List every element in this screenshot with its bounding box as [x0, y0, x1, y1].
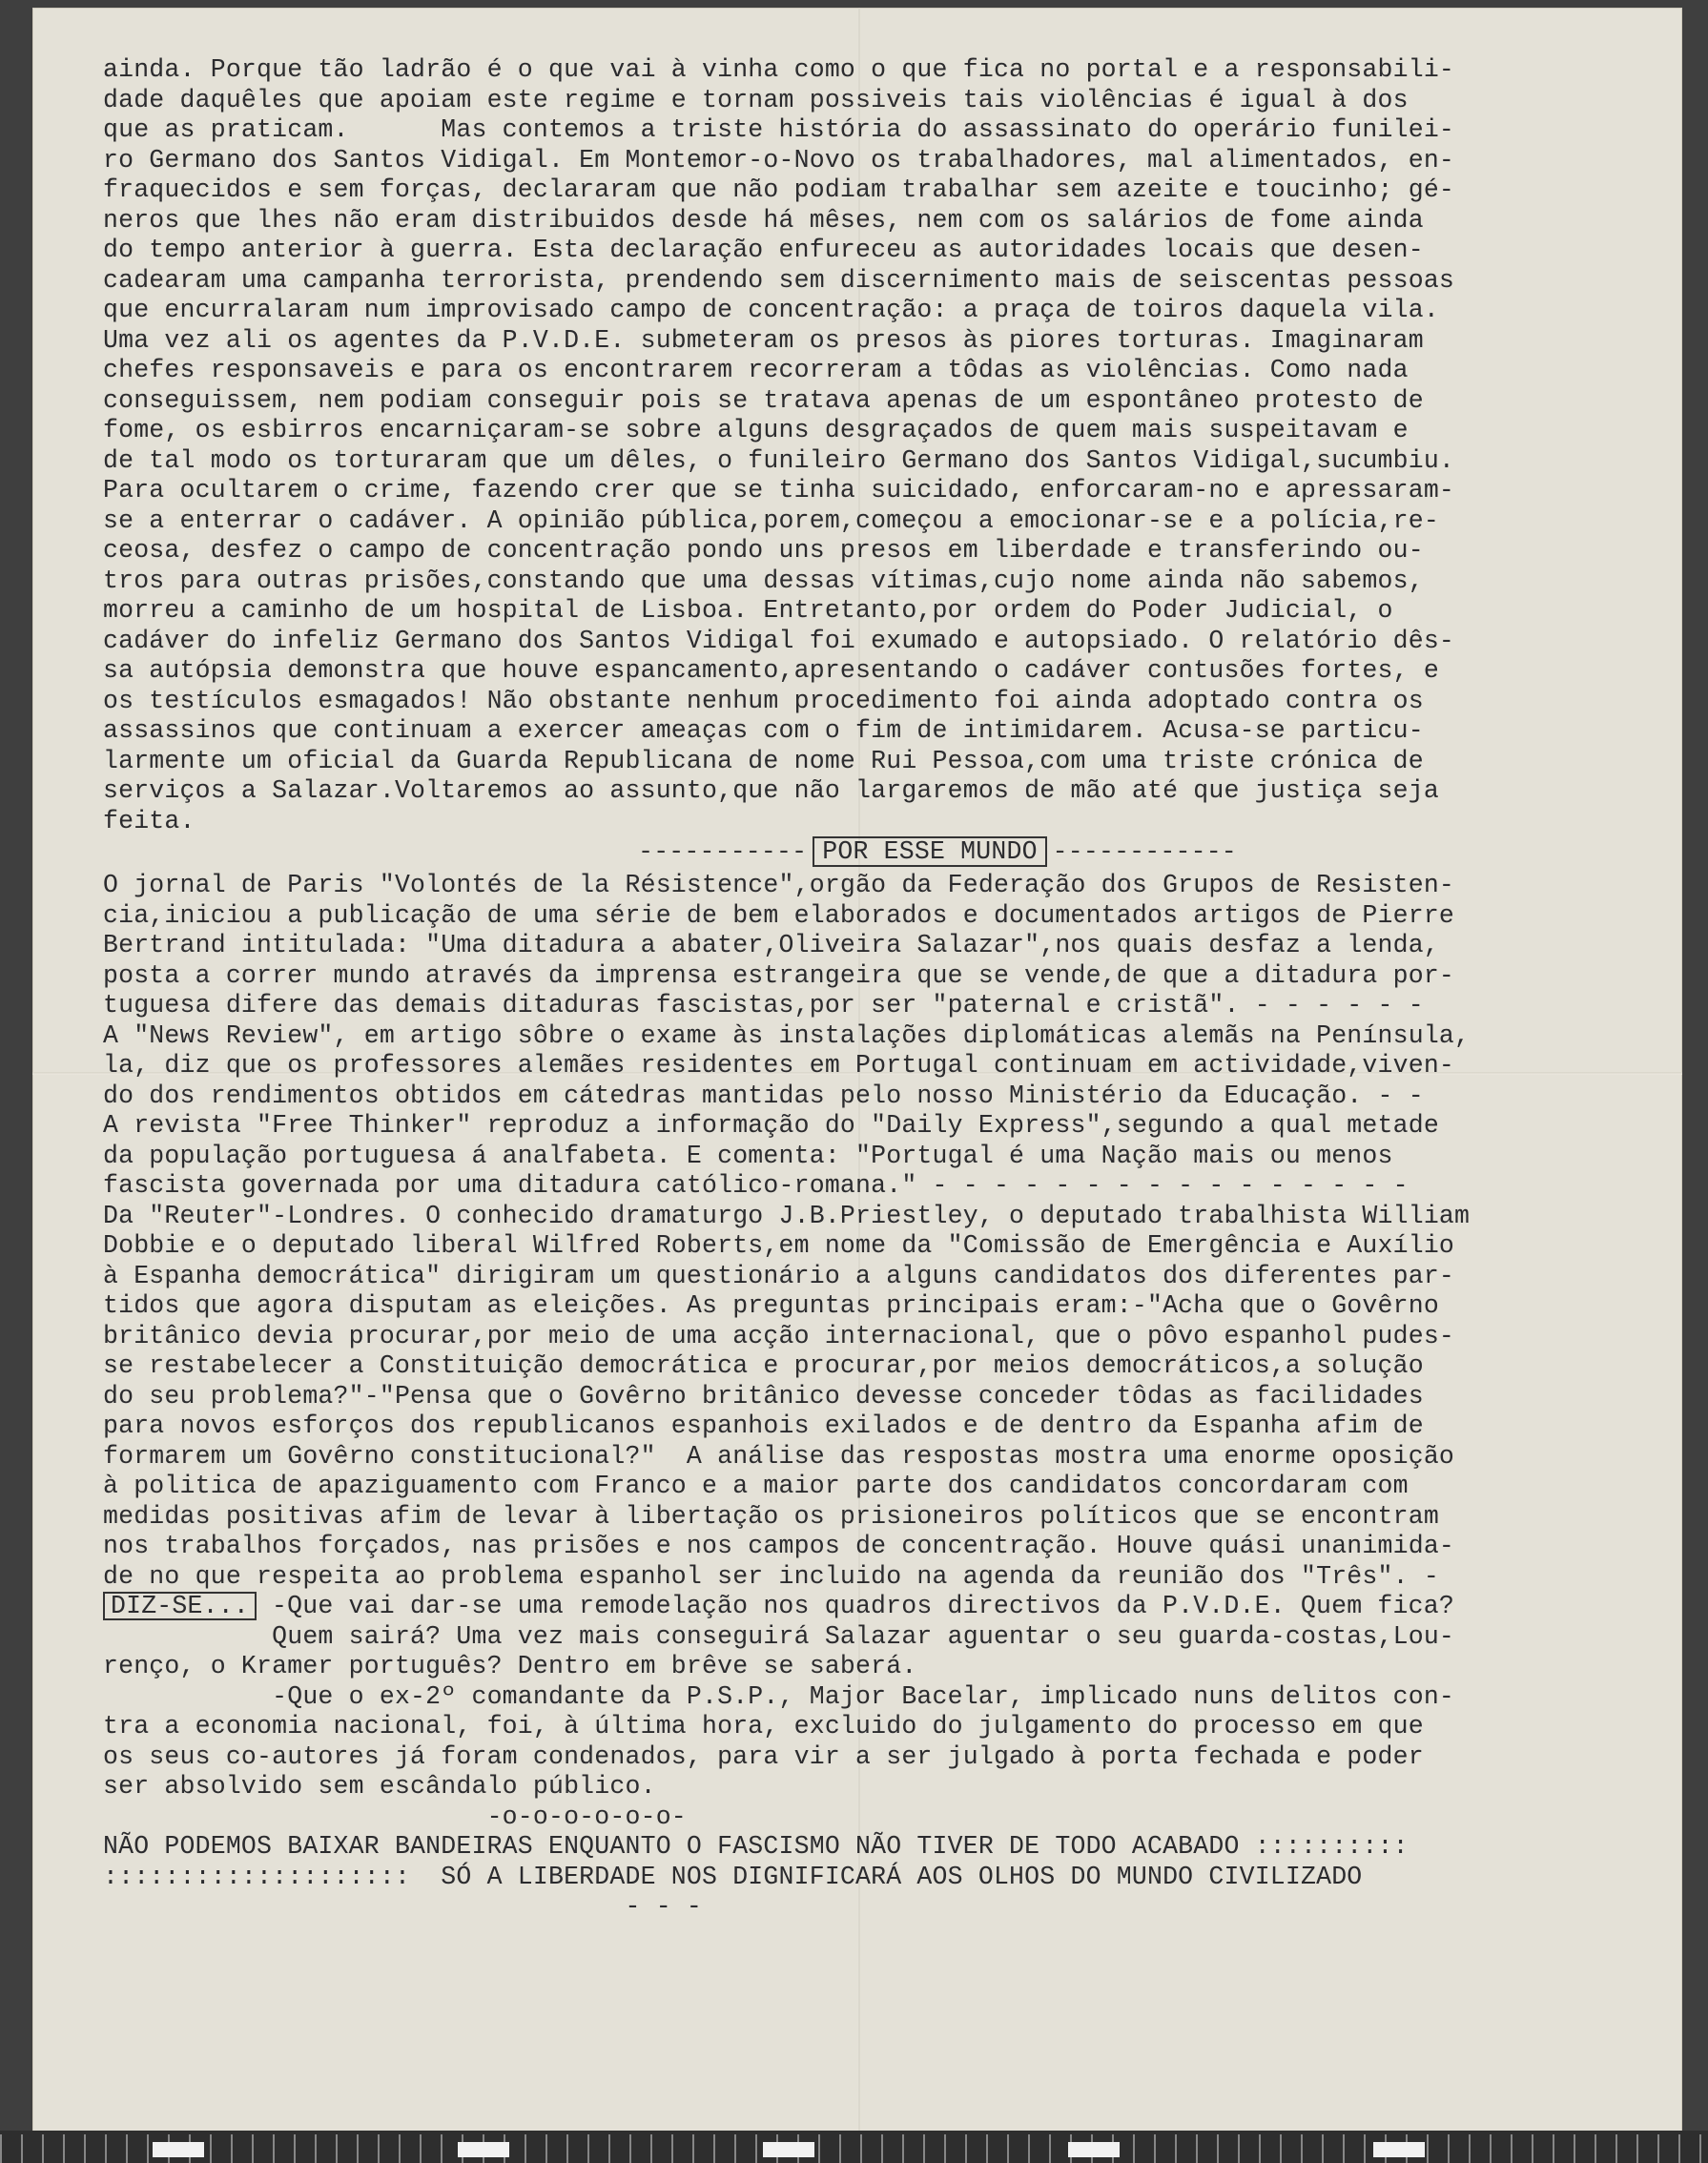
rumor-line: tra a economia nacional, foi, à última hora, excluido do julgamento do processo em que: [103, 1712, 1424, 1741]
ruler-block: [763, 2142, 814, 2157]
paragraph-line: serviços a Salazar.Voltaremos ao assunto,que não largaremos de mão até que justiça seja: [103, 776, 1439, 805]
news-line: formarem um Govêrno constitucional?" A análise das respostas mostra uma enorme oposição: [103, 1441, 1455, 1471]
news-line: Dobbie e o deputado liberal Wilfred Roberts,em nome da "Comissão de Emergência e Auxílio: [103, 1231, 1455, 1260]
paragraph-line: assassinos que continuam a exercer ameaças com o fim de intimidarem. Acusa-se particu-: [103, 716, 1424, 745]
paragraph-line: fraquecidos e sem forças, declararam que não podiam trabalhar sem azeite e toucinho; gé-: [103, 175, 1455, 204]
rumor-line: Quem sairá? Uma vez mais conseguirá Salazar aguentar o seu guarda-costas,Lou-: [103, 1621, 1455, 1651]
paragraph-line: neros que lhes não eram distribuidos desde há mêses, nem com os salários de fome ainda: [103, 205, 1424, 235]
document-page: [32, 8, 1682, 2132]
paragraph-line: tros para outras prisões,constando que uma dessas vítimas,cujo nome ainda não sabemos,: [103, 566, 1424, 595]
news-line: Da "Reuter"-Londres. O conhecido dramaturgo J.B.Priestley, o deputado trabalhista William: [103, 1201, 1471, 1230]
ruler-block: [458, 2142, 509, 2157]
news-line: à politica de apaziguamento com Franco e a maior parte dos candidatos concordaram com: [103, 1472, 1409, 1500]
ruler-block: [153, 2142, 204, 2157]
news-line: Bertrand intitulada: "Uma ditadura a abater,Oliveira Salazar",nos quais desfaz a lenda,: [103, 931, 1439, 959]
paragraph-line: cadáver do infeliz Germano dos Santos Vidigal foi exumado e autopsiado. O relatório dês-: [103, 626, 1455, 655]
paragraph-line: de tal modo os torturaram que um dêles, o funileiro Germano dos Santos Vidigal,sucumbiu.: [103, 445, 1455, 475]
paragraph-line: feita.: [103, 806, 195, 835]
paragraph-line: cadearam uma campanha terrorista, prendendo sem discernimento mais de seiscentas pessoas: [103, 265, 1455, 295]
news-line: para novos esforços dos republicanos espanhois exilados e de dentro da Espanha afim de: [103, 1411, 1424, 1440]
paragraph-line: ro Germano dos Santos Vidigal. Em Montemor-o-Novo os trabalhadores, mal alimentados, en-: [103, 145, 1455, 175]
paragraph-line: larmente um oficial da Guarda Republicana de nome Rui Pessoa,com uma triste crónica de: [103, 746, 1424, 775]
footer-slogan-line: NÃO PODEMOS BAIXAR BANDEIRAS ENQUANTO O FASCISMO NÃO TIVER DE TODO ACABADO ::::::::::: [103, 1832, 1409, 1861]
news-line: do seu problema?"-"Pensa que o Govêrno britânico devesse conceder tôdas as facilidades: [103, 1381, 1424, 1411]
rumor-line: os seus co-autores já foram condenados, para vir a ser julgado à porta fechada e poder: [103, 1741, 1424, 1771]
paragraph-line: que encurralaram num improvisado campo de concentração: a praça de toiros daquela vila.: [103, 296, 1439, 324]
news-line: cia,iniciou a publicação de uma série de bem elaborados e documentados artigos de Pierre: [103, 900, 1455, 930]
paragraph-line: dade daquêles que apoiam este regime e tornam possiveis tais violências é igual à dos: [103, 85, 1409, 114]
news-line: A "News Review", em artigo sôbre o exame às instalações diplomáticas alemãs na Península,: [103, 1020, 1471, 1050]
news-line: medidas positivas afim de levar à libertação os prisioneiros políticos que se encontram: [103, 1501, 1439, 1531]
paragraph-line: morreu a caminho de um hospital de Lisboa. Entretanto,por ordem do Poder Judicial, o: [103, 596, 1393, 625]
scale-ruler: [0, 2131, 1708, 2163]
paragraph-line: se a enterrar o cadáver. A opinião pública,porem,começou a emocionar-se e a polícia,re-: [103, 505, 1439, 535]
diz-se-label: DIZ-SE...: [103, 1592, 257, 1620]
paragraph-line: chefes responsaveis e para os encontrarem recorreram a tôdas as violências. Como nada: [103, 356, 1409, 384]
paragraph-line: que as praticam. Mas contemos a triste história do assassinato do operário funilei-: [103, 115, 1455, 144]
paragraph-line: os testículos esmagados! Não obstante nenhum procedimento foi ainda adoptado contra os: [103, 686, 1424, 715]
news-line: posta a correr mundo através da imprensa estrangeira que se vende,de que a ditadura por-: [103, 960, 1455, 990]
rumor-line: -Que o ex-2º comandante da P.S.P., Major Bacelar, implicado nuns delitos con-: [103, 1681, 1455, 1711]
news-line: fascista governada por uma ditadura católico-romana." - - - - - - - - - - - - - - - -: [103, 1171, 1409, 1200]
news-line: à Espanha democrática" dirigiram um questionário a alguns candidatos dos diferentes par-: [103, 1261, 1455, 1290]
footer-slogan-line: :::::::::::::::::::: SÓ A LIBERDADE NOS DIGNIFICARÁ AOS OLHOS DO MUNDO CIVILIZADO: [103, 1862, 1363, 1891]
paragraph-line: do tempo anterior à guerra. Esta declaração enfureceu as autoridades locais que desen-: [103, 236, 1424, 264]
news-line: tuguesa difere das demais ditaduras fascistas,por ser "paternal e cristã". - - - - - -: [103, 991, 1424, 1020]
typewritten-text: [103, 55, 1657, 1923]
news-line: A revista "Free Thinker" reproduz a informação do "Daily Express",segundo a qual metade: [103, 1111, 1439, 1140]
paragraph-line: ainda. Porque tão ladrão é o que vai à vinha como o que fica no portal e a responsabili-: [103, 55, 1455, 84]
news-line: la, diz que os professores alemães residentes em Portugal continuam em actividade,viven-: [103, 1051, 1455, 1080]
rumor-line: ser absolvido sem escândalo público.: [103, 1772, 656, 1801]
news-line: de no que respeita ao problema espanhol ser incluido na agenda da reunião dos "Três". -: [103, 1561, 1439, 1591]
news-line: da população portuguesa á analfabeta. E comenta: "Portugal é uma Nação mais ou menos: [103, 1141, 1393, 1170]
news-line: tidos que agora disputam as eleições. As preguntas principais eram:-"Acha que o Govêrno: [103, 1291, 1439, 1320]
section-title: POR ESSE MUNDO: [813, 836, 1046, 867]
section-heading-row: [103, 836, 1657, 871]
diz-se-row: [103, 1592, 1657, 1622]
paragraph-line: Para ocultarem o crime, fazendo crer que se tinha suicidado, enforcaram-no e apressaram-: [103, 476, 1455, 505]
news-line: se restabelecer a Constituição democrática e procurar,por meios democráticos,a solução: [103, 1351, 1424, 1380]
ruler-ticks: [0, 2134, 1708, 2163]
ruler-block: [1068, 2142, 1120, 2157]
heading-dashes-left: -----------: [638, 837, 808, 866]
news-line: O jornal de Paris "Volontés de la Résistence",orgão da Federação dos Grupos de Resisten-: [103, 871, 1455, 899]
news-line: britânico devia procurar,por meio de uma acção internacional, que o pôvo espanhol pudes-: [103, 1321, 1455, 1350]
rumor-line: renço, o Kramer português? Dentro em brêve se saberá.: [103, 1652, 917, 1680]
news-line: nos trabalhos forçados, nas prisões e nos campos de concentração. Houve quási unanimida-: [103, 1532, 1455, 1560]
heading-dashes-right: ------------: [1052, 837, 1237, 866]
news-line: do dos rendimentos obtidos em cátedras mantidas pelo nosso Ministério da Educação. - -: [103, 1081, 1424, 1110]
diz-se-text: -Que vai dar-se uma remodelação nos quadros directivos da P.V.D.E. Quem fica?: [256, 1592, 1454, 1620]
paragraph-line: sa autópsia demonstra que houve espancamento,apresentando o cadáver contusões fortes, e: [103, 656, 1439, 685]
paragraph-line: Uma vez ali os agentes da P.V.D.E. submeteram os presos às piores torturas. Imaginaram: [103, 325, 1424, 355]
paragraph-line: conseguissem, nem podiam conseguir pois se tratava apenas de um espontâneo protesto de: [103, 385, 1424, 415]
footer-dashes: - - -: [103, 1892, 703, 1921]
paragraph-line: ceosa, desfez o campo de concentração pondo uns presos em liberdade e transferindo ou-: [103, 536, 1424, 565]
ruler-block: [1373, 2142, 1425, 2157]
separator-line: -o-o-o-o-o-o-: [103, 1802, 687, 1831]
paragraph-line: fome, os esbirros encarniçaram-se sobre alguns desgraçados de quem mais suspeitavam e: [103, 416, 1409, 444]
